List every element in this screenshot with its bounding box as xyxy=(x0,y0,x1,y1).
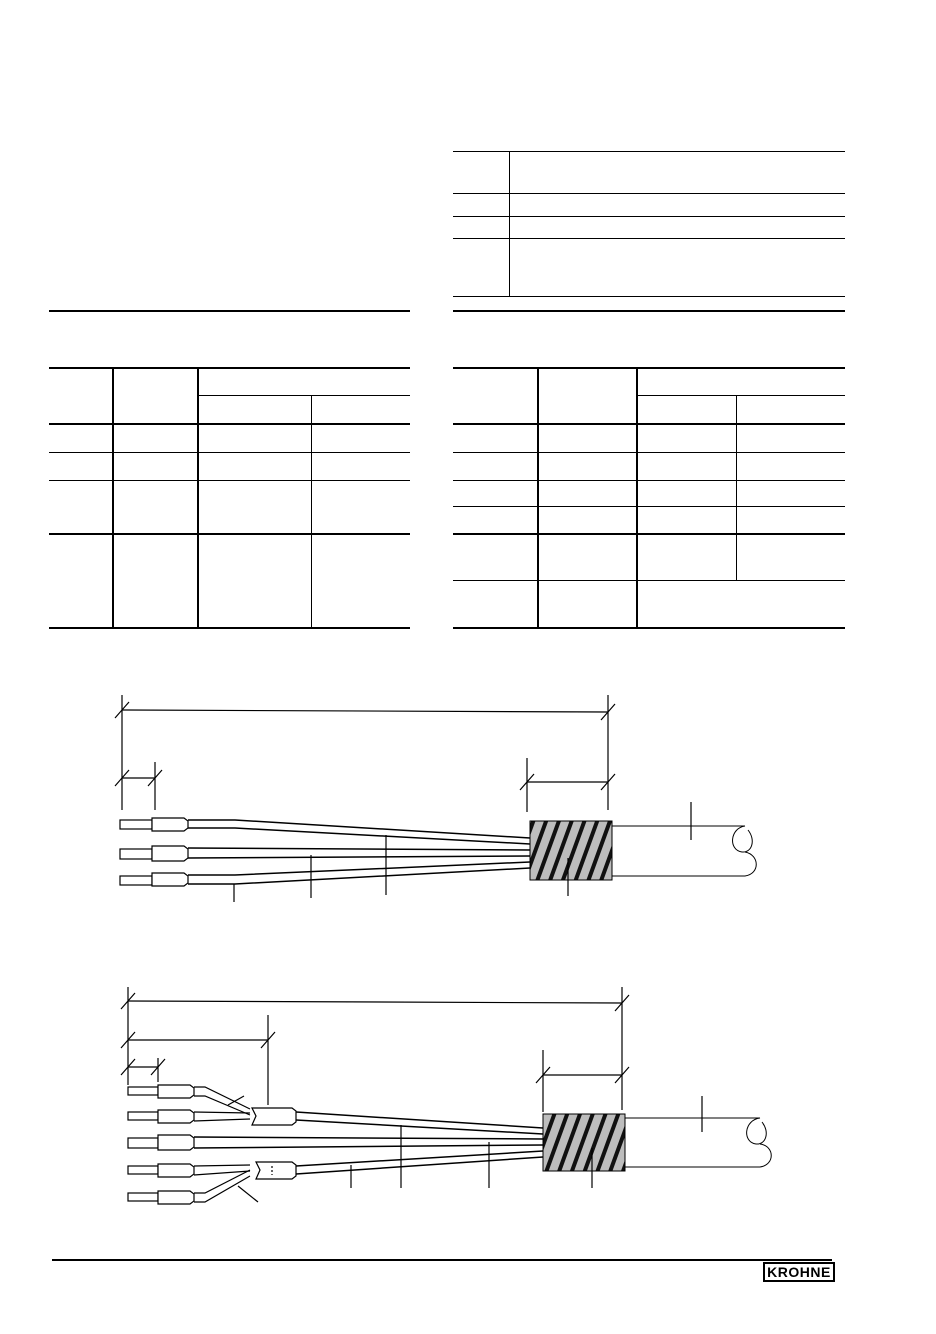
wire-ferrule xyxy=(128,1110,194,1123)
wire-core xyxy=(194,1145,543,1148)
dimension-line-overall xyxy=(128,1001,622,1003)
wire-core xyxy=(188,856,530,858)
wire-core xyxy=(194,1119,250,1121)
wire-core xyxy=(188,862,530,875)
cable-jacket xyxy=(612,852,756,876)
wire-ferrule xyxy=(120,873,188,886)
wire-ferrule xyxy=(128,1164,194,1177)
footer-rule xyxy=(52,1259,832,1261)
cable-drawing-1 xyxy=(115,695,756,902)
wire-core xyxy=(194,1112,250,1113)
cable-jacket xyxy=(612,826,752,852)
wire-core xyxy=(194,1165,250,1166)
wire-ferrule xyxy=(120,846,188,861)
wire-core xyxy=(188,868,530,884)
cable-shield-braid xyxy=(543,1114,625,1171)
cable-jacket xyxy=(625,1144,771,1167)
wire-core xyxy=(296,1120,543,1134)
wire-ferrule xyxy=(128,1135,194,1150)
leader-line xyxy=(238,1186,258,1202)
wire-core xyxy=(194,1137,543,1139)
cable-shield-braid xyxy=(530,821,612,880)
pair-sleeve xyxy=(256,1162,296,1179)
wire-core xyxy=(188,828,530,844)
leader-line xyxy=(228,1096,244,1105)
wire-core xyxy=(296,1112,543,1128)
wire-ferrule xyxy=(120,818,188,831)
wire-core xyxy=(188,848,530,850)
dimension-line-overall xyxy=(122,710,608,712)
pair-sleeve xyxy=(252,1108,296,1125)
cable-jacket xyxy=(625,1118,766,1144)
wire-core xyxy=(296,1157,543,1174)
cable-drawing-2 xyxy=(121,987,771,1204)
wire-ferrule xyxy=(128,1191,194,1204)
wire-core xyxy=(296,1151,543,1166)
krohne-logo: KROHNE xyxy=(763,1262,835,1282)
wire-ferrule xyxy=(128,1085,194,1098)
